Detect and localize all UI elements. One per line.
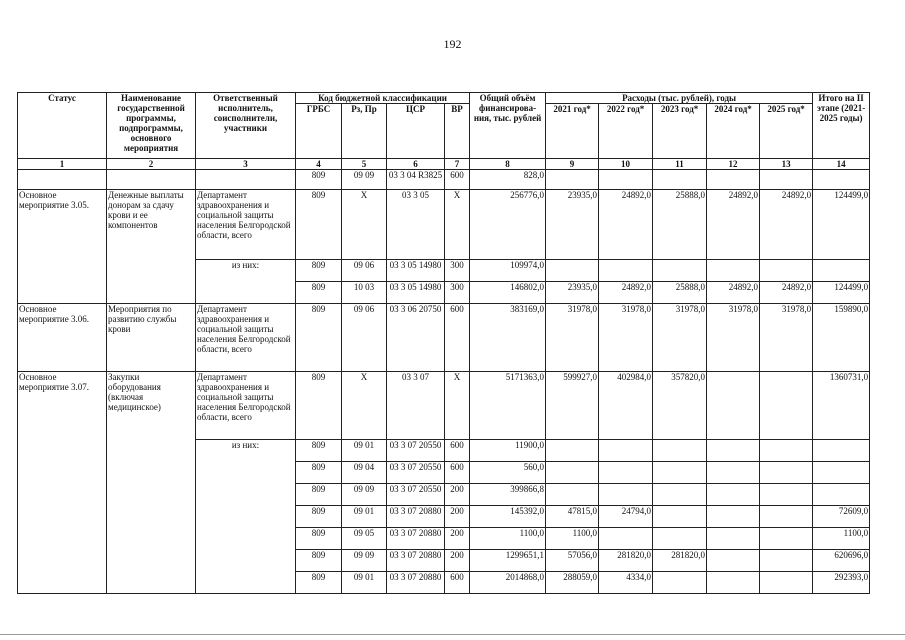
grbs-cell: 809 <box>296 282 342 304</box>
index-cell: 4 <box>296 159 342 170</box>
csr-cell: 03 3 04 R3825 <box>387 170 445 190</box>
table-row <box>18 304 870 372</box>
index-cell: 6 <box>387 159 445 170</box>
rzpr-cell: Х <box>342 372 387 440</box>
cell <box>813 462 870 484</box>
csr-cell: 03 3 07 20550 <box>387 440 445 462</box>
cell <box>760 506 813 528</box>
cell <box>599 260 653 282</box>
page-number: 192 <box>443 37 462 51</box>
cell <box>760 528 813 550</box>
rzpr-cell: 09 06 <box>342 304 387 372</box>
csr-cell: 03 3 07 20880 <box>387 550 445 572</box>
index-row <box>18 159 870 170</box>
vr-cell: 200 <box>445 506 470 528</box>
vr-cell: 200 <box>445 550 470 572</box>
name-cell: Мероприятия по развитию службы крови <box>107 304 196 372</box>
itog-cell: 159890,0 <box>813 304 870 372</box>
table-row <box>18 190 870 260</box>
grbs-cell: 809 <box>296 440 342 462</box>
csr-cell: 03 3 05 <box>387 190 445 260</box>
cell <box>707 572 760 594</box>
cell <box>546 260 599 282</box>
cell <box>813 484 870 506</box>
y2021-cell: 47815,0 <box>546 506 599 528</box>
cell <box>653 170 707 190</box>
rzpr-cell: 09 09 <box>342 170 387 190</box>
rzpr-cell: 09 09 <box>342 484 387 506</box>
y2021-cell: 57056,0 <box>546 550 599 572</box>
y2024-cell: 31978,0 <box>707 304 760 372</box>
csr-cell: 03 3 07 20880 <box>387 528 445 550</box>
itog-cell: 292393,0 <box>813 572 870 594</box>
csr-cell: 03 3 07 20880 <box>387 506 445 528</box>
header-itog: Итого на II этапе (2021-2025 годы) <box>813 93 870 159</box>
cell <box>760 260 813 282</box>
cell <box>760 462 813 484</box>
y2021-cell: 23935,0 <box>546 282 599 304</box>
index-cell: 9 <box>546 159 599 170</box>
y2021-cell: 288059,0 <box>546 572 599 594</box>
rzpr-cell: Х <box>342 190 387 260</box>
vr-cell: 600 <box>445 440 470 462</box>
cell <box>760 372 813 440</box>
index-cell: 10 <box>599 159 653 170</box>
cell <box>707 462 760 484</box>
status-cell: Основное мероприятие 3.06. <box>18 304 107 372</box>
rzpr-cell: 09 04 <box>342 462 387 484</box>
header-grbs: ГРБС <box>296 104 342 159</box>
y2024-cell: 24892,0 <box>707 190 760 260</box>
index-cell: 12 <box>707 159 760 170</box>
rzpr-cell: 09 05 <box>342 528 387 550</box>
y2025-cell: 24892,0 <box>760 282 813 304</box>
name-cell: Денежные выплаты донорам за сдачу крови и ее компонентов <box>107 190 196 304</box>
status-cell <box>18 170 107 190</box>
grbs-cell: 809 <box>296 484 342 506</box>
index-cell: 11 <box>653 159 707 170</box>
y2022-cell: 24892,0 <box>599 282 653 304</box>
index-cell: 1 <box>18 159 107 170</box>
table-row <box>18 372 870 440</box>
vr-cell: 300 <box>445 260 470 282</box>
grbs-cell: 809 <box>296 372 342 440</box>
budget-table <box>17 92 870 594</box>
grbs-cell: 809 <box>296 528 342 550</box>
vr-cell: 600 <box>445 462 470 484</box>
header-2025: 2025 год* <box>760 104 813 159</box>
cell <box>599 528 653 550</box>
index-cell: 8 <box>470 159 546 170</box>
y2021-cell: 31978,0 <box>546 304 599 372</box>
header-status: Статус <box>18 93 107 159</box>
header-vr: ВР <box>445 104 470 159</box>
resp-cell: Департамент здравоохранения и социальной защиты населения Белгородской области, всего <box>196 304 296 372</box>
cell <box>760 572 813 594</box>
cell <box>653 506 707 528</box>
csr-cell: 03 3 07 20550 <box>387 484 445 506</box>
cell <box>707 484 760 506</box>
cell <box>707 528 760 550</box>
header-expenses: Расходы (тыс. рублей), годы <box>546 93 813 104</box>
y2022-cell: 24794,0 <box>599 506 653 528</box>
cell <box>760 440 813 462</box>
vr-cell: 200 <box>445 528 470 550</box>
vr-cell: Х <box>445 190 470 260</box>
y2022-cell: 31978,0 <box>599 304 653 372</box>
csr-cell: 03 3 06 20750 <box>387 304 445 372</box>
y2025-cell: 24892,0 <box>760 190 813 260</box>
header-2024: 2024 год* <box>707 104 760 159</box>
header-csr: ЦСР <box>387 104 445 159</box>
header-total: Общий объём финансирова-ния, тыс. рублей <box>470 93 546 159</box>
grbs-cell: 809 <box>296 572 342 594</box>
cell <box>546 440 599 462</box>
cell <box>599 462 653 484</box>
itog-cell: 72609,0 <box>813 506 870 528</box>
index-cell: 14 <box>813 159 870 170</box>
cell <box>546 170 599 190</box>
cell <box>707 170 760 190</box>
cell <box>546 462 599 484</box>
cell <box>599 440 653 462</box>
cell <box>707 440 760 462</box>
subitem-label: из них: <box>196 260 296 282</box>
total-cell: 1100,0 <box>470 528 546 550</box>
grbs-cell: 809 <box>296 550 342 572</box>
itog-cell: 1360731,0 <box>813 372 870 440</box>
page-edge-divider <box>0 634 905 635</box>
grbs-cell: 809 <box>296 304 342 372</box>
cell <box>760 484 813 506</box>
total-cell: 109974,0 <box>470 260 546 282</box>
header-name: Наименование государственной программы, подпрограммы, основного мероприятия <box>107 93 196 159</box>
cell <box>760 170 813 190</box>
y2022-cell: 281820,0 <box>599 550 653 572</box>
table-row <box>18 170 870 190</box>
resp-cell: Департамент здравоохранения и социальной защиты населения Белгородской области, всего <box>196 372 296 440</box>
grbs-cell: 809 <box>296 506 342 528</box>
index-cell: 3 <box>196 159 296 170</box>
csr-cell: 03 3 05 14980 <box>387 282 445 304</box>
header-2022: 2022 год* <box>599 104 653 159</box>
header-2023: 2023 год* <box>653 104 707 159</box>
total-cell: 383169,0 <box>470 304 546 372</box>
y2023-cell: 31978,0 <box>653 304 707 372</box>
cell <box>760 550 813 572</box>
name-cell <box>107 170 196 190</box>
y2025-cell: 31978,0 <box>760 304 813 372</box>
vr-cell: 600 <box>445 572 470 594</box>
total-cell: 145392,0 <box>470 506 546 528</box>
itog-cell: 620696,0 <box>813 550 870 572</box>
cell <box>707 372 760 440</box>
cell <box>653 528 707 550</box>
subitem-label: из них: <box>196 440 296 594</box>
y2022-cell: 4334,0 <box>599 572 653 594</box>
cell <box>813 440 870 462</box>
cell <box>599 484 653 506</box>
index-cell: 5 <box>342 159 387 170</box>
total-cell: 11900,0 <box>470 440 546 462</box>
y2022-cell: 24892,0 <box>599 190 653 260</box>
cell <box>813 170 870 190</box>
cell <box>599 170 653 190</box>
index-cell: 13 <box>760 159 813 170</box>
cell <box>546 484 599 506</box>
vr-cell: 300 <box>445 282 470 304</box>
total-cell: 1299651,1 <box>470 550 546 572</box>
rzpr-cell: 09 01 <box>342 572 387 594</box>
resp-cell <box>196 282 296 304</box>
itog-cell: 124499,0 <box>813 282 870 304</box>
csr-cell: 03 3 07 20880 <box>387 572 445 594</box>
y2021-cell: 23935,0 <box>546 190 599 260</box>
cell <box>653 572 707 594</box>
vr-cell: 600 <box>445 170 470 190</box>
rzpr-cell: 09 01 <box>342 440 387 462</box>
total-cell: 256776,0 <box>470 190 546 260</box>
total-cell: 2014868,0 <box>470 572 546 594</box>
y2023-cell: 25888,0 <box>653 282 707 304</box>
y2024-cell: 24892,0 <box>707 282 760 304</box>
vr-cell: 600 <box>445 304 470 372</box>
rzpr-cell: 10 03 <box>342 282 387 304</box>
cell <box>653 440 707 462</box>
rzpr-cell: 09 01 <box>342 506 387 528</box>
status-cell: Основное мероприятие 3.05. <box>18 190 107 304</box>
y2022-cell: 402984,0 <box>599 372 653 440</box>
cell <box>653 462 707 484</box>
grbs-cell: 809 <box>296 170 342 190</box>
y2021-cell: 599927,0 <box>546 372 599 440</box>
status-cell: Основное мероприятие 3.07. <box>18 372 107 594</box>
header-responsible: Ответственный исполнитель, соисполнители, участники <box>196 93 296 159</box>
resp-cell <box>196 170 296 190</box>
total-cell: 828,0 <box>470 170 546 190</box>
y2023-cell: 25888,0 <box>653 190 707 260</box>
name-cell: Закупки оборудования (включая медицинское) <box>107 372 196 594</box>
y2023-cell: 357820,0 <box>653 372 707 440</box>
index-cell: 2 <box>107 159 196 170</box>
rzpr-cell: 09 09 <box>342 550 387 572</box>
total-cell: 146802,0 <box>470 282 546 304</box>
grbs-cell: 809 <box>296 260 342 282</box>
index-cell: 7 <box>445 159 470 170</box>
cell <box>707 506 760 528</box>
y2021-cell: 1100,0 <box>546 528 599 550</box>
itog-cell: 1100,0 <box>813 528 870 550</box>
header-2021: 2021 год* <box>546 104 599 159</box>
total-cell: 5171363,0 <box>470 372 546 440</box>
total-cell: 560,0 <box>470 462 546 484</box>
grbs-cell: 809 <box>296 462 342 484</box>
cell <box>707 260 760 282</box>
header-rzpr: Рз, Пр <box>342 104 387 159</box>
resp-cell: Департамент здравоохранения и социальной защиты населения Белгородской области, всего <box>196 190 296 260</box>
total-cell: 399866,8 <box>470 484 546 506</box>
csr-cell: 03 3 07 <box>387 372 445 440</box>
cell <box>653 260 707 282</box>
grbs-cell: 809 <box>296 190 342 260</box>
csr-cell: 03 3 05 14980 <box>387 260 445 282</box>
vr-cell: Х <box>445 372 470 440</box>
vr-cell: 200 <box>445 484 470 506</box>
cell <box>653 484 707 506</box>
y2023-cell: 281820,0 <box>653 550 707 572</box>
rzpr-cell: 09 06 <box>342 260 387 282</box>
cell <box>707 550 760 572</box>
cell <box>813 260 870 282</box>
itog-cell: 124499,0 <box>813 190 870 260</box>
csr-cell: 03 3 07 20550 <box>387 462 445 484</box>
header-kbk: Код бюджетной классификации <box>296 93 470 104</box>
